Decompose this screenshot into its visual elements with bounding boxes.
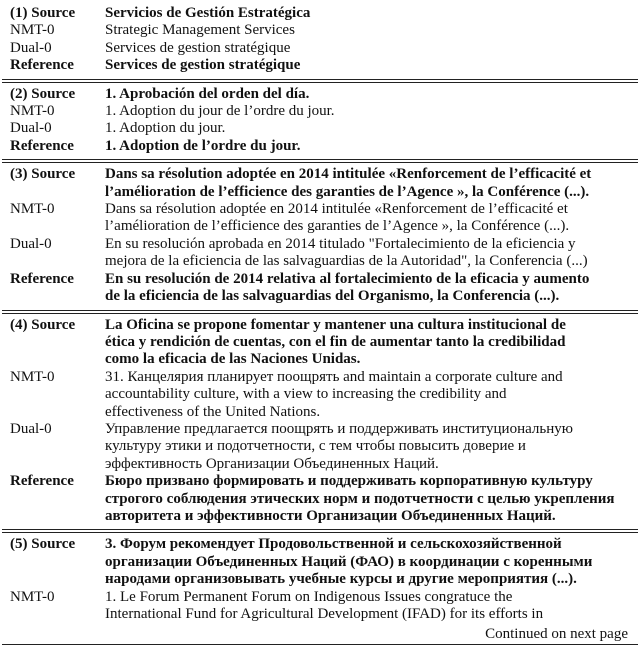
row-text (105, 120, 638, 137)
text-line: Strategic Management Services (105, 22, 295, 39)
table-row (2, 369, 638, 421)
row-text (105, 421, 638, 473)
row-text (105, 589, 638, 624)
row-text (105, 369, 638, 421)
text-line: l’amélioration de l’efficience des garanties de l’Agence », la Conférence (...). (105, 218, 570, 235)
row-label: Reference (10, 137, 74, 154)
table-section (2, 84, 638, 159)
table-row (2, 22, 638, 39)
text-line: Dans sa résolution adoptée en 2014 intitulée «Renforcement de l’efficacité et (105, 166, 592, 183)
table-row (2, 421, 638, 473)
table-row (2, 138, 638, 155)
row-text (105, 536, 638, 588)
row-text (105, 5, 638, 22)
table-row (2, 120, 638, 137)
text-line: Services de gestion stratégique (105, 39, 291, 56)
text-line: 1. Le Forum Permanent Forum on Indigenous Issues congratuce the (105, 588, 513, 605)
row-label: Reference (10, 473, 74, 490)
text-line: эффективность Организации Объединенных Наций. (105, 455, 439, 472)
text-line: En su resolución de 2014 relativa al fortalecimiento de la eficacia y aumento (105, 270, 590, 287)
section-divider (2, 159, 638, 163)
table-row (2, 40, 638, 57)
row-text (105, 22, 638, 39)
row-text (105, 166, 638, 201)
text-line: 1. Adoption du jour. (105, 120, 226, 137)
row-label: (3) Source (10, 166, 76, 183)
row-text (105, 103, 638, 120)
table-section (2, 3, 638, 78)
row-label: (1) Source (10, 5, 76, 21)
row-text (105, 40, 638, 57)
table-row (2, 5, 638, 22)
table-row (2, 317, 638, 369)
row-label: NMT-0 (10, 368, 55, 385)
table-row (2, 589, 638, 624)
table-row (2, 201, 638, 236)
row-label: Reference (10, 57, 74, 74)
text-line: Dans sa résolution adoptée en 2014 intitulée «Renforcement de l’efficacité et (105, 201, 568, 218)
text-line: Управление предлагается поощрять и поддерживать институциональную (105, 420, 573, 437)
table-row (2, 103, 638, 120)
row-label: Dual-0 (10, 235, 52, 252)
text-line: ética y rendición de cuentas, con el fin de aumentar tanto la credibilidad (105, 333, 566, 350)
row-text (105, 236, 638, 271)
row-label: Reference (10, 270, 74, 287)
text-line: accountability culture, with a view to increasing the credibility and (105, 386, 507, 403)
row-label: Dual-0 (10, 120, 52, 137)
text-line: effectiveness of the United Nations. (105, 403, 321, 420)
row-text (105, 271, 638, 306)
text-line: народами организовывать учебные курсы и другие мероприятия (...). (105, 571, 577, 588)
table-section (2, 534, 638, 626)
row-label: Dual-0 (10, 39, 52, 56)
row-label: (2) Source (10, 85, 76, 102)
text-line: En su resolución aprobada en 2014 titulado "Fortalecimiento de la eficiencia y (105, 235, 576, 252)
section-divider (2, 310, 638, 314)
table-section (2, 164, 638, 308)
row-text (105, 138, 638, 155)
table-section (2, 315, 638, 529)
row-label: NMT-0 (10, 201, 55, 218)
text-line: 3. Форум рекомендует Продовольственной и сельскохозяйственной (105, 536, 562, 553)
text-line: Services de gestion stratégique (105, 57, 301, 74)
text-line: Бюро призвано формировать и поддерживать корпоративную культуру (105, 473, 593, 490)
row-label: NMT-0 (10, 22, 55, 39)
row-text (105, 201, 638, 236)
text-line: авторитета и эффективности Организации Объединенных Наций. (105, 507, 556, 524)
translation-examples-table (2, 0, 638, 645)
row-label: Dual-0 (10, 420, 52, 437)
text-line: 1. Aprobación del orden del día. (105, 85, 310, 102)
text-line: l’amélioration de l’efficience des garanties de l’Agence », la Conférence (...). (105, 183, 590, 200)
table-row (2, 236, 638, 271)
text-line: 1. Adoption du jour de l’ordre du jour. (105, 103, 335, 120)
text-line: 1. Adoption de l’ordre du jour. (105, 137, 301, 154)
text-line: como la eficacia de las Naciones Unidas. (105, 351, 361, 368)
continued-note: Continued on next page (485, 626, 628, 643)
text-line: организации Объединенных Наций (ФАО) в координации с коренными (105, 553, 593, 570)
row-label: NMT-0 (10, 103, 55, 120)
table-row (2, 86, 638, 103)
text-line: mejora de la eficiencia de las salvaguardias de la Autoridad", la Conferencia (...) (105, 253, 588, 270)
row-text (105, 473, 638, 525)
row-label: (4) Source (10, 316, 76, 333)
row-text (105, 86, 638, 103)
text-line: International Fund for Agricultural Development (IFAD) for its efforts in (105, 606, 544, 622)
text-line: строгого соблюдения этических норм и подотчетности с целью укрепления (105, 490, 615, 507)
table-row (2, 271, 638, 306)
row-text (105, 317, 638, 369)
text-line: La Oficina se propone fomentar y mantener una cultura institucional de (105, 316, 566, 333)
row-text (105, 57, 638, 74)
table-row (2, 473, 638, 525)
table-row (2, 536, 638, 588)
section-divider (2, 79, 638, 83)
text-line: культуру этики и подотчетности, с тем чтобы повысить доверие и (105, 438, 526, 455)
table-row (2, 166, 638, 201)
text-line: 31. Канцелярия планирует поощрять and maintain a corporate culture and (105, 368, 563, 385)
row-label: NMT-0 (10, 588, 55, 605)
text-line: Servicios de Gestión Estratégica (105, 5, 311, 21)
row-label: (5) Source (10, 536, 76, 553)
section-divider (2, 529, 638, 533)
table-row (2, 57, 638, 74)
text-line: de la eficiencia de las salvaguardias del Organismo, la Conferencia (...). (105, 288, 560, 305)
